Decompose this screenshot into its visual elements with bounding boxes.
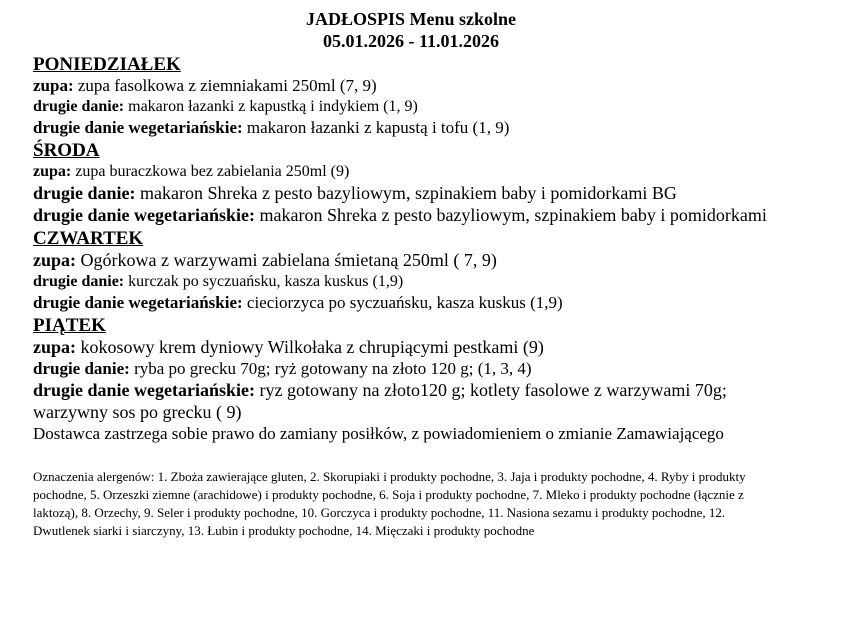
day-heading-thursday: CZWARTEK	[33, 228, 144, 249]
item-label: zupa:	[33, 163, 72, 180]
item-text: ryz gotowany na złoto120 g; kotlety fasolowe z warzywami 70g; warzywny sos po grecku ( 9)	[33, 380, 727, 422]
menu-line-vegetarian	[33, 379, 778, 423]
menu-line-soup	[33, 161, 833, 182]
item-text: makaron łazanki z kapustą i tofu (1, 9)	[242, 118, 510, 137]
menu-line-soup	[33, 75, 833, 96]
menu-line-main	[33, 358, 833, 379]
item-label: drugie danie wegetariańskie:	[33, 293, 243, 312]
item-label: drugie danie wegetariańskie:	[33, 205, 255, 225]
menu-line-vegetarian	[33, 117, 833, 138]
menu-line-soup	[33, 336, 833, 358]
item-label: drugie danie:	[33, 98, 125, 115]
menu-line-vegetarian	[33, 292, 833, 313]
item-text: cieciorzyca po syczuańsku, kasza kuskus (1,9)	[242, 293, 563, 312]
item-label: zupa:	[33, 337, 77, 357]
item-text: kokosowy krem dyniowy Wilkołaka z chrupiącymi pestkami (9)	[76, 337, 544, 357]
item-text: makaron łazanki z kapustką i indykiem (1, 9)	[124, 98, 418, 115]
item-text: makaron Shreka z pesto bazyliowym, szpinakiem baby i pomidorkami	[255, 205, 767, 225]
item-label: drugie danie:	[33, 273, 125, 290]
document-title: JADŁOSPIS Menu szkolne	[305, 9, 517, 29]
item-label: drugie danie:	[33, 183, 136, 203]
menu-line-main	[33, 182, 833, 204]
item-label: drugie danie:	[33, 359, 130, 378]
item-text: zupa buraczkowa bez zabielania 250ml (9)	[71, 163, 350, 180]
day-heading-wednesday: ŚRODA	[33, 140, 100, 161]
menu-document	[33, 8, 833, 540]
day-heading-friday: PIĄTEK	[33, 315, 106, 336]
title-block	[33, 8, 789, 52]
item-text: ryba po grecku 70g; ryż gotowany na złoto 120 g; (1, 3, 4)	[129, 359, 532, 378]
supplier-note: Dostawca zastrzega sobie prawo do zamiany posiłków, z powiadomieniem o zmianie Zamawiającego	[33, 424, 724, 443]
item-text: kurczak po syczuańsku, kasza kuskus (1,9)	[124, 273, 404, 290]
menu-line-soup	[33, 249, 833, 271]
item-label: drugie danie wegetariańskie:	[33, 380, 255, 400]
item-label: zupa:	[33, 76, 74, 95]
menu-line-vegetarian	[33, 204, 778, 226]
day-heading-monday: PONIEDZIAŁEK	[33, 54, 181, 75]
menu-line-main	[33, 96, 833, 117]
allergen-legend: Oznaczenia alergenów: 1. Zboża zawierające gluten, 2. Skorupiaki i produkty pochodne, 3. Jaja i produkty pochodne, 4. Ryby i produkty pochodne, 5. Orzeszki ziemne (arachidowe) i produkty pochodne, 6. Soja i produkty pochodne, 7. Mleko i produkty pochodne (łącznie z laktozą), 8. Orzechy, 9. Seler i produkty pochodne, 10. Gorczyca i produkty pochodne, 11. Nasiona sezamu i produkty pochodne, 12. Dwutlenek siarki i siarczyny, 13. Łubin i produkty pochodne, 14. Mięczaki i produkty pochodne	[33, 469, 746, 538]
item-text: zupa fasolkowa z ziemniakami 250ml (7, 9)	[73, 76, 377, 95]
date-range: 05.01.2026 - 11.01.2026	[322, 31, 499, 51]
item-label: drugie danie wegetariańskie:	[33, 118, 243, 137]
menu-line-main	[33, 271, 833, 292]
item-text: Ogórkowa z warzywami zabielana śmietaną 250ml ( 7, 9)	[76, 250, 497, 270]
item-label: zupa:	[33, 250, 77, 270]
item-text: makaron Shreka z pesto bazyliowym, szpinakiem baby i pomidorkami BG	[135, 183, 677, 203]
